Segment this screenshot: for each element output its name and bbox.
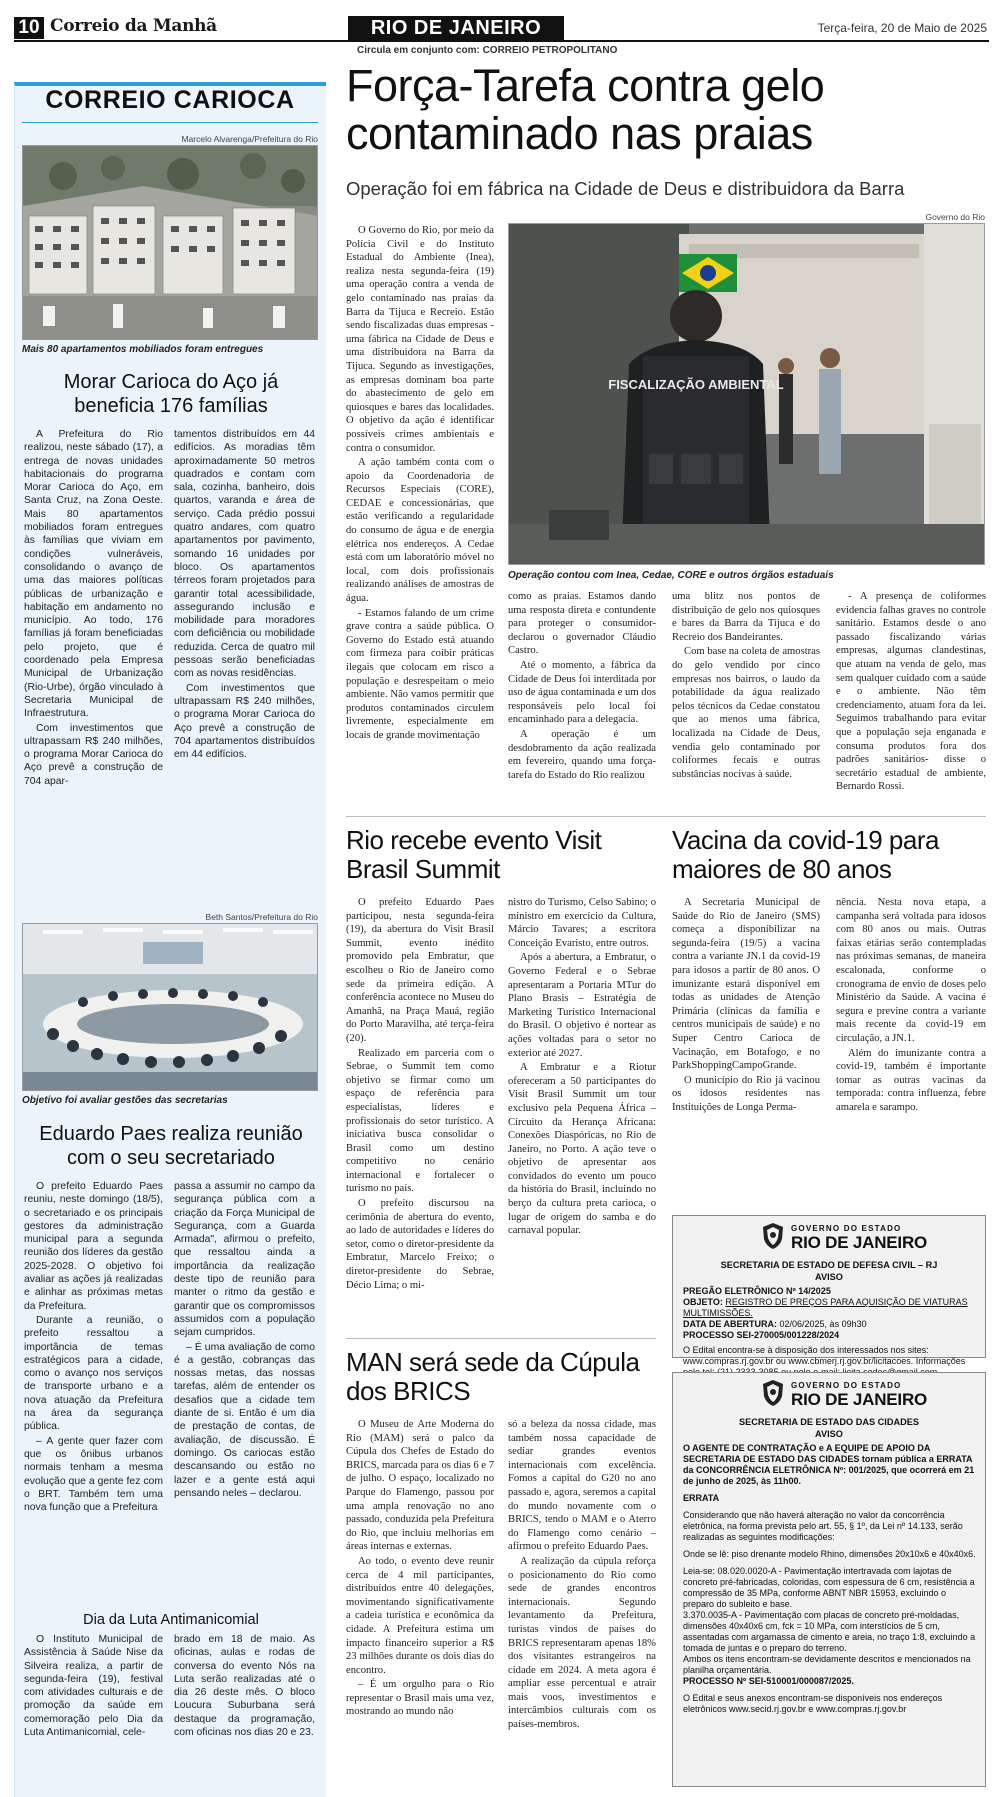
photo-credit: Governo do Rio: [925, 212, 985, 222]
paragraph: O município do Rio já vacinou os idosos residentes nas Instituições de Longa Perma-: [672, 1074, 820, 1113]
state-crest-icon: [761, 1222, 785, 1250]
story-headline: Morar Carioca do Aço já beneficia 176 famílias: [63, 371, 279, 417]
gov-label: GOVERNO DO ESTADO: [791, 1224, 902, 1233]
paragraph: O prefeito Eduardo Paes participou, nesta segunda-feira (19), da abertura do Visit Brasil Summit, evento inédito promovido pela Embratur, que escolheu o Rio de Janeiro como sede da primeira edição. A conferência acontece no Museu do Amanhã, na Praça Mauá, região do Porto Maravilha, até terça-feira (20).: [346, 897, 494, 1044]
photo-caption: Operação contou com Inea, Cedae, CORE e outros órgãos estaduais: [508, 570, 834, 581]
man-column-1: [346, 1418, 494, 1720]
story-column: [174, 1180, 315, 1501]
edition-date: Terça-feira, 20 de Maio de 2025: [817, 21, 987, 35]
paragraph: Após a abertura, a Embratur, o Governo Federal e o Sebrae apresentaram a Portaria MTur do Plano Brasis – Estratégia de Marketing Turístico Internacional do Brasil. O objetivo é nortear as ações voltadas para o setor no exterior até 2027.: [508, 952, 656, 1059]
notice-data-label: DATA DE ABERTURA:: [683, 1319, 777, 1329]
story-column: [24, 1633, 163, 1740]
lead-column-2: [508, 590, 656, 783]
paragraph: Até o momento, a fábrica da Cidade de Deus foi interditada por uso de água contaminada e um dos responsáveis pelo local foi encaminhado para a delegacia.: [508, 659, 656, 726]
vest-label: FISCALIZAÇÃO AMBIENTAL: [608, 377, 784, 392]
notice-aviso: AVISO: [815, 1272, 843, 1282]
photo-caption: Objetivo foi avaliar gestões das secretarias: [22, 1095, 228, 1106]
lead-headline: Força-Tarefa contra gelo contaminado nas praias: [346, 60, 825, 159]
paragraph: passa a assumir no campo da segurança pública com a criação da Força Municipal de Segurança, com a Guarda Armada", afirmou o prefeito, que ressaltou ainda a importância da realização deste tipo de reunião para manter o ritmo da gestão e garantir que os compromissos assumidos com a população sejam cumpridos.: [174, 1181, 315, 1339]
notice-paragraph: Onde se lê: piso drenante modelo Rhino, dimensões 20x10x6 e 40x40x6.: [683, 1549, 976, 1559]
sidebar-rule: [22, 122, 318, 123]
header-rule: [14, 40, 989, 42]
operation-photo: [508, 223, 985, 565]
notice-secretaria: SECRETARIA DE ESTADO DE DEFESA CIVIL – RJ: [720, 1260, 938, 1270]
photo-credit: Marcelo Alvarenga/Prefeitura do Rio: [181, 134, 318, 144]
paragraph: A Secretaria Municipal de Saúde do Rio de Janeiro (SMS) começa a disponibilizar na segunda-feira (19/5) a vacina contra a variante JN.1 da covid-19 para idosos a partir de 80 anos. O imunizante estará disponível em todas as unidades de Atenção Primária (clínicas da família e centros municipais de saúde) e no Super Centro Carioca de Vacinação, em Botafogo, e no ParkShoppingCampoGrande.: [672, 897, 820, 1072]
story-headline: Dia da Luta Antimanicomial: [83, 1612, 259, 1628]
legal-notice-defesa-civil: [672, 1215, 986, 1366]
section-divider: [346, 1338, 656, 1339]
paragraph: A ação também conta com o apoio da Coordenadoria de Recursos Especiais (CORE), CEDAE e concessionárias, que estão verificando a regularidade do consumo de água e de energia elétrica nos endereços. A Cedae está com um laboratório móvel no local, com dois profissionais realizando análises de amostras de água.: [346, 457, 494, 605]
notice-processo: PROCESSO Nº SEI-510001/000087/2025.: [683, 1676, 854, 1686]
notice-intro: O AGENTE DE CONTRATAÇÃO e A EQUIPE DE APOIO DA SECRETARIA DE ESTADO DAS CIDADES tornam pública a ERRATA da CONCORRÊNCIA ELETRÔNICA Nº: 001/2025, que ocorrerá em 21 de junho de 2025, às 11h00.: [683, 1443, 975, 1486]
notice-edital: O Edital e seus anexos encontram-se disponíveis nos endereços eletrônicos www.secid.rj.gov.br e www.compras.rj.gov.br: [683, 1693, 943, 1714]
notice-edital: O Edital encontra-se à disposição dos interessados nos sites: www.compras.rj.gov.br ou www.cbmerj.rj.gov.br/licitacoes. Informações: [683, 1345, 966, 1366]
notice-paragraph: 3.370.0035-A - Pavimentação com placas de concreto pré-moldadas, dimensões 40x40x6 cm, fck = 10 MPa, com interstícios de 5 cm, assentadas com argamassa de cimento e areia, no traço 1:8, excluindo a tomada de juntas e o preparo do terreno.: [683, 1610, 976, 1653]
notice-pregao: PREGÃO ELETRÔNICO Nº 14/2025: [683, 1286, 831, 1296]
paragraph: nência. Nesta nova etapa, a campanha será voltada para idosos com 80 anos ou mais. Outras faixas etárias serão contempladas nas próximas semanas, de maneira escalonada, conforme o cronograma de envio de doses pelo Ministério da Saúde. A vacina é segura e previne contra a variante mais recente da covid-19 em circulação, a JN.1.: [836, 897, 986, 1044]
paragraph: Com investimentos que ultrapassam R$ 240 milhões, o programa Morar Carioca do Aço prevê a construção de 704 apartamentos distribuídos em 44 edifícios.: [174, 682, 315, 761]
notice-aviso: AVISO: [815, 1429, 843, 1439]
sidebar-title: CORREIO CARIOCA: [45, 86, 295, 114]
visit-headline: Rio recebe evento Visit Brasil Summit: [346, 825, 602, 884]
paragraph: só a beleza da nossa cidade, mas também nossa capacidade de sediar grandes eventos internacionais com excelência. Fomos a capital do G20 no ano passado e, agora, seremos a capital do mundo novamente com o BRICS, tendo o MAM e o Aterro do Flamengo como cenário – afirmou o prefeito Eduardo Paes.: [508, 1419, 656, 1553]
lead-column-1: [346, 224, 494, 744]
notice-body: [683, 1443, 977, 1715]
paragraph: Além do imunizante contra a covid-19, também é importante tomar as outras vacinas da temporada: contra influenza, febre amarela e sarampo.: [836, 1047, 986, 1113]
paragraph: – É uma avaliação de como é a gestão, cobranças das nossas metas, das nossas tarefas, além de entender os desafios que a cidade tem diante de si. Então é um dia de prestação de contas, de avaliação, de discussão. É domingo. Os cariocas estão descansando ou estão no lazer e a gente está aqui pensando neles – declarou.: [174, 1341, 315, 1499]
paragraph: - Estamos falando de um crime grave contra a saúde pública. O Governo do Estado está atuando com firmeza para coibir práticas ilegais que colocam em risco a população e desrespeitam o meio ambiente. Não vamos permitir que produtos contaminados circulem livremente, especialmente em locais de grande movimentação: [346, 607, 494, 741]
paragraph: Com investimentos que ultrapassam R$ 240 milhões, o programa Morar Carioca do Aço prevê a construção de 704 apar-: [24, 722, 163, 787]
notice-errata: ERRATA: [683, 1493, 720, 1503]
paragraph: O prefeito discursou na cerimônia de abertura do evento, ao lado de autoridades e líderes do setor, como o diretor-presidente da Embratur, Marcelo Freixo; o diretor-presidente do Sebrae, Décio Lima; o mi-: [346, 1198, 494, 1291]
visit-column-2: [508, 896, 656, 1239]
gov-name: RIO DE JANEIRO: [791, 1233, 928, 1252]
visit-column-1: [346, 896, 494, 1293]
story-column: [24, 1180, 163, 1515]
paragraph: Durante a reunião, o prefeito ressaltou a importância de temas estratégicos para a cidade, como o avanço nos serviços de transporte urbano e a nova atuação da Prefeitura na área da segurança pública.: [24, 1314, 163, 1433]
page-number: 10: [14, 17, 44, 39]
paragraph: O prefeito Eduardo Paes reuniu, neste domingo (18/5), o secretariado e os principais gestores da administração municipal para a segunda reunião dos líderes da gestão 2025-2028. O objetivo foi avaliar as ações já realizadas e alinhar as próximas metas da Prefeitura.: [24, 1181, 163, 1312]
story-headline: Eduardo Paes realiza reunião com o seu secretariado: [39, 1123, 303, 1169]
section-title: RIO DE JANEIRO: [348, 16, 564, 40]
paragraph: Ao todo, o evento deve reunir cerca de 4 mil participantes, distribuídos entre 40 delegações, movimentando significativamente a cadeia turística e econômica da cidade. A Prefeitura estima um impacto financeiro superior a R$ 23 milhões durante os dois dias do encontro.: [346, 1555, 494, 1676]
paragraph: A operação é um desdobramento da ação realizada em fevereiro, quando uma força-tarefa do Estado do Rio realizou: [508, 728, 656, 781]
photo-caption: Mais 80 apartamentos mobiliados foram entregues: [22, 344, 264, 355]
paragraph: A realização da cúpula reforça o posicionamento do Rio como sede de grandes encontros internacionais. Segundo levantamento da Prefeitura, turistas vindos de países do BRICS representaram apenas 18% dos visitantes estrangeiros na cidade em 2024. A meta agora é ampliar esse percentual e atrair mais voos, investimentos e intercâmbios culturais com os países-membros.: [508, 1555, 656, 1731]
gov-label: GOVERNO DO ESTADO: [791, 1381, 902, 1390]
man-column-2: [508, 1418, 656, 1733]
man-headline: MAN será sede da Cúpula dos BRICS: [346, 1347, 640, 1406]
state-crest-icon: [761, 1379, 785, 1407]
paragraph: uma blitz nos pontos de distribuição de gelo nos quiosques e bares da Barra da Tijuca e do Recreio dos Bandeirantes.: [672, 591, 820, 643]
housing-photo: [22, 145, 318, 340]
paragraph: Realizado em parceria com o Sebrae, o Summit tem como objetivo se firmar como um espaço de referência para especialistas, líderes e profissionais do setor turístico. A iniciativa busca consolidar o Brasil como um destino competitivo no cenário internacional e fortalecer o turismo no país.: [346, 1047, 494, 1195]
paragraph: tamentos distribuídos em 44 edifícios. As moradias têm aproximadamente 50 metros quadrados e contam com sala, cozinha, banheiro, dois quartos, varanda e área de serviço. Cada prédio possui quatro andares, com quatro apartamentos por pavimento, somando 16 unidades por bloco. Os apartamentos térreos foram projetados para garantir total acessibilidade, assegurando inclusão e mobilidade para moradores com deficiência ou mobilidade reduzida. Cerca de quatro mil pessoas serão beneficiadas com as novas residências.: [174, 429, 315, 680]
paragraph: O Instituto Municipal de Assistência à Saúde Nise da Silveira realiza, a partir de segunda-feira (19), festival com atividades culturais e de promoção da saúde em comemoração pelo Dia da Luta Antimanicomial, cele-: [24, 1634, 163, 1739]
circulation-note: Circula em conjunto com: CORREIO PETROPOLITANO: [357, 45, 618, 56]
newspaper-name: Correio da Manhã: [50, 16, 217, 36]
notice-secretaria: SECRETARIA DE ESTADO DAS CIDADES: [738, 1417, 920, 1427]
paragraph: Com base na coleta de amostras do gelo vendido por cinco empresas nos bairros, o laudo da potabilidade da água realizado pelos técnicos da Cedae constatou que ao menos uma fábrica, localizada na Cidade de Deus, vendia gelo contaminado por coliformes fecais e outras substâncias nocivas à saúde.: [672, 646, 820, 780]
lead-subhead: Operação foi em fábrica na Cidade de Deus e distribuidora da Barra: [346, 178, 905, 199]
paragraph: A Prefeitura do Rio realizou, neste sábado (17), a entrega de novas unidades habitacionais do programa Morar Carioca do Aço, em Santa Cruz, na Zona Oeste. Mais 80 apartamentos mobiliados foram entregues às famílias que viviam em condições vulneráveis, consolidando o avanço de uma das maiores políticas públicas de urbanização e habitação em andamento no município. Ao todo, 176 famílias já foram beneficiadas pelo projeto, que é coordenado pela Empresa Municipal de Urbanização (Rio-Urbe), órgão vinculado à Secretaria Municipal de Infraestrutura.: [24, 429, 163, 720]
notice-data: 02/06/2025, às 09h30: [779, 1319, 867, 1329]
notice-paragraph: Considerando que não haverá alteração no valor da concorrência eletrônica, na forma prevista pelo art. 55, § 1º, da Lei nº 14.133, serão realizadas as seguintes modificações:: [683, 1510, 963, 1542]
gov-name: RIO DE JANEIRO: [791, 1390, 928, 1409]
paragraph: O Museu de Arte Moderna do Rio (MAM) será o palco da Cúpula dos Chefes de Estado do BRICS, marcada para os dias 6 e 7 de julho. O espaço, localizado no Parque do Flamengo, passou por uma ampla renovação no ano passado, conduzida pela Prefeitura do Rio, que incluiu melhorias em áreas internas e externas.: [346, 1419, 494, 1553]
paragraph: brado em 18 de maio. As oficinas, aulas e rodas de conversa do evento Nós na Luta serão realizadas até o dia 26 deste mês. O bloco Loucura Suburbana será destaque da programação, com oficinas nos dias 20 e 23.: [174, 1634, 315, 1739]
vacina-column-2: [836, 896, 986, 1116]
lead-column-4: [836, 590, 986, 795]
vacina-headline: Vacina da covid-19 para maiores de 80 anos: [672, 825, 939, 884]
notice-objeto: REGISTRO DE PREÇOS PARA AQUISIÇÃO DE VIATURAS MULTIMISSÕES.: [683, 1297, 968, 1318]
vacina-column-1: [672, 896, 820, 1116]
notice-paragraph: Ambos os itens encontram-se devidamente descritos e mencionados na planilha orçamentária.: [683, 1654, 971, 1675]
paragraph: O Governo do Rio, por meio da Polícia Civil e do Instituto Estadual do Ambiente (Inea), realiza nesta segunda-feira (19) uma operação contra a venda de gelo contaminado nas praias da Barra da Tijuca e Recreio. Estão sendo fiscalizadas duas empresas - uma fábrica na Cidade de Deus e uma distribuidora na Barra da Tijuca. Segundo as investigações, as empresas dominam boa parte do abastecimento de gelo em quiosques e bares das localidades. O objetivo da ação é identificar possíveis crimes ambientais e contra o consumidor.: [346, 225, 494, 454]
paragraph: – A gente quer fazer com que os ônibus urbanos normais tenham a mesma evolução que a gente fez com o BRT. Também tem uma nova função que a Prefeitura: [24, 1435, 163, 1514]
paragraph: A Embratur e a Riotur ofereceram a 50 participantes do Visit Brasil Summit um tour exclusivo pela Pequena África – Circuito da Herança Africana: Conexões Diaspóricas, no Rio de Janeiro, no Porto. A ação teve o objetivo de apresentar aos convidados do evento um pouco da história do Brasil, incluindo no berço da cultura preta carioca, o lugar de origem do samba e do carnaval popular.: [508, 1062, 656, 1237]
paragraph: - A presença de coliformes evidencia falhas graves no controle sanitário. Estamos desde o ano passado fiscalizando várias empresas, algumas clandestinas, que atuam na venda de gelo, mas sem qualquer cuidado com a saúde e o ambiente. Não têm credenciamento, atuam fora da lei. Seguimos trabalhando para evitar que a população seja enganada e consuma produtos fora dos padrões sanitários- disse o secretário estadual de ambiente, Bernardo Rossi.: [836, 591, 986, 793]
notice-body: [683, 1286, 977, 1378]
photo-credit: Beth Santos/Prefeitura do Rio: [205, 912, 318, 922]
story-column: [174, 1633, 315, 1740]
story-column: [24, 428, 163, 789]
paragraph: nistro do Turismo, Celso Sabino; o ministro em exercício da Cultura, Márcio Tavares; a escritora Conceição Evaristo, entre outros.: [508, 897, 656, 949]
meeting-photo: [22, 923, 318, 1091]
notice-objeto-label: OBJETO:: [683, 1297, 723, 1307]
legal-notice-cidades: [672, 1372, 986, 1787]
story-column: [174, 428, 315, 762]
paragraph: como as praias. Estamos dando uma resposta direta e contundente para proteger o consumidor- declarou o governador Cláudio Castro.: [508, 591, 656, 657]
lead-column-3: [672, 590, 820, 782]
notice-paragraph: Leia-se: 08.020.0020-A - Pavimentação intertravada com lajotas de concreto pré-fabricadas, coloridas, com espessura de 6 cm, resistência a compressão de 35 MPa, conforme ABNT NBR 15953, excluindo o preparo do subleito e base.: [683, 1566, 975, 1609]
section-divider: [346, 816, 986, 817]
paragraph: – É um orgulho para o Rio representar o Brasil mais uma vez, mostrando ao mundo não: [346, 1679, 494, 1718]
notice-processo: PROCESSO SEI-270005/001228/2024: [683, 1330, 840, 1340]
